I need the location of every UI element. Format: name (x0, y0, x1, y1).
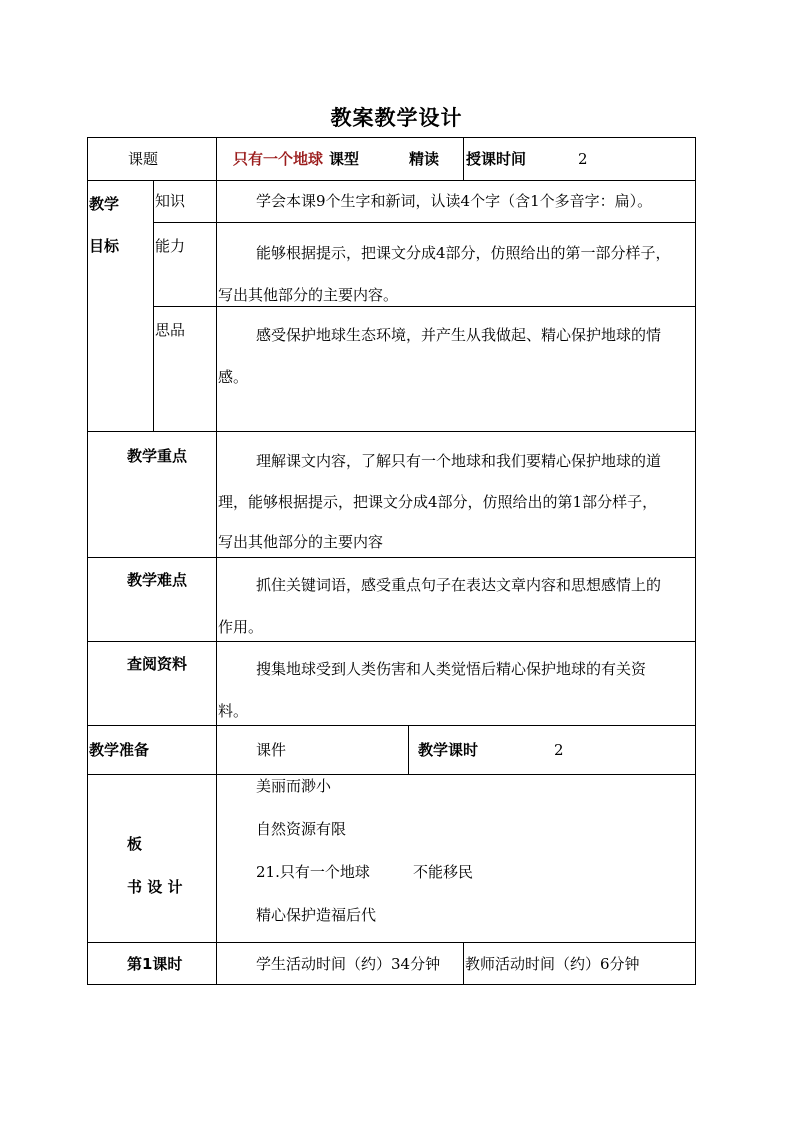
column-line (463, 137, 464, 181)
column-line (216, 137, 217, 181)
class-hours-value: 2 (554, 741, 564, 759)
column-line (695, 137, 696, 985)
column-line (153, 180, 154, 431)
preparation-label: 教学准备 (89, 741, 150, 759)
difficulties-text: 作用。 (218, 618, 264, 636)
teacher-activity-time: 教师活动时间（约）6分钟 (465, 955, 640, 973)
column-line (216, 180, 217, 984)
board-line: 自然资源有限 (256, 820, 347, 838)
lesson-type-label: 课型 (329, 150, 360, 168)
student-activity-time: 学生活动时间（约）34分钟 (256, 955, 441, 973)
references-label: 查阅资料 (127, 655, 188, 673)
key-points-text: 理解课文内容，了解只有一个地球和我们要精心保护地球的道 (256, 452, 662, 470)
row-line (87, 942, 695, 943)
difficulties-label: 教学难点 (127, 571, 188, 589)
objectives-label: 目标 (89, 237, 120, 255)
key-points-text: 理，能够根据提示，把课文分成4部分，仿照给出的第1部分样子， (218, 493, 658, 511)
teaching-time-label: 授课时间 (466, 150, 527, 168)
column-line (87, 137, 88, 985)
row-line (87, 137, 695, 138)
row-line (87, 774, 695, 775)
column-line (408, 725, 409, 775)
subject-label: 课题 (128, 150, 159, 168)
row-line (153, 222, 695, 223)
ability-text: 写出其他部分的主要内容。 (218, 286, 399, 304)
row-line (87, 180, 695, 181)
ability-text: 能够根据提示，把课文分成4部分，仿照给出的第一部分样子， (256, 244, 671, 262)
board-line: 精心保护造福后代 (256, 906, 377, 924)
moral-text: 感。 (218, 368, 249, 386)
board-line: 21.只有一个地球 (256, 863, 370, 881)
key-points-text: 写出其他部分的主要内容 (218, 533, 384, 551)
knowledge-label: 知识 (155, 192, 186, 210)
column-line (463, 942, 464, 984)
teaching-time-value: 2 (578, 150, 588, 168)
references-text: 搜集地球受到人类伤害和人类觉悟后精心保护地球的有关资 (256, 660, 647, 678)
document-title: 教案教学设计 (330, 106, 463, 130)
knowledge-text: 学会本课9个生字和新词，认读4个字（含1个多音字：扁）。 (256, 192, 653, 210)
subject-title: 只有一个地球 (233, 150, 324, 168)
moral-text: 感受保护地球生态环境，并产生从我做起、精心保护地球的情 (256, 326, 662, 344)
row-line (87, 557, 695, 558)
row-line (87, 725, 695, 726)
board-line: 不能移民 (413, 863, 474, 881)
objectives-label: 教学 (89, 195, 120, 213)
board-line: 美丽而渺小 (256, 777, 332, 795)
row-line (153, 306, 695, 307)
board-design-label: 书 设 计 (127, 878, 183, 896)
ability-label: 能力 (155, 237, 186, 255)
moral-label: 思品 (155, 321, 186, 339)
row-line (87, 641, 695, 642)
row-line (87, 984, 695, 985)
lesson-type-value: 精读 (409, 150, 440, 168)
class-hours-label: 教学课时 (418, 741, 479, 759)
lesson-1-label: 第1课时 (127, 955, 183, 973)
difficulties-text: 抓住关键词语，感受重点句子在表达文章内容和思想感情上的 (256, 576, 662, 594)
row-line (87, 431, 695, 432)
preparation-value: 课件 (256, 741, 287, 759)
key-points-label: 教学重点 (127, 447, 188, 465)
board-design-label: 板 (127, 835, 143, 853)
references-text: 料。 (218, 702, 249, 720)
